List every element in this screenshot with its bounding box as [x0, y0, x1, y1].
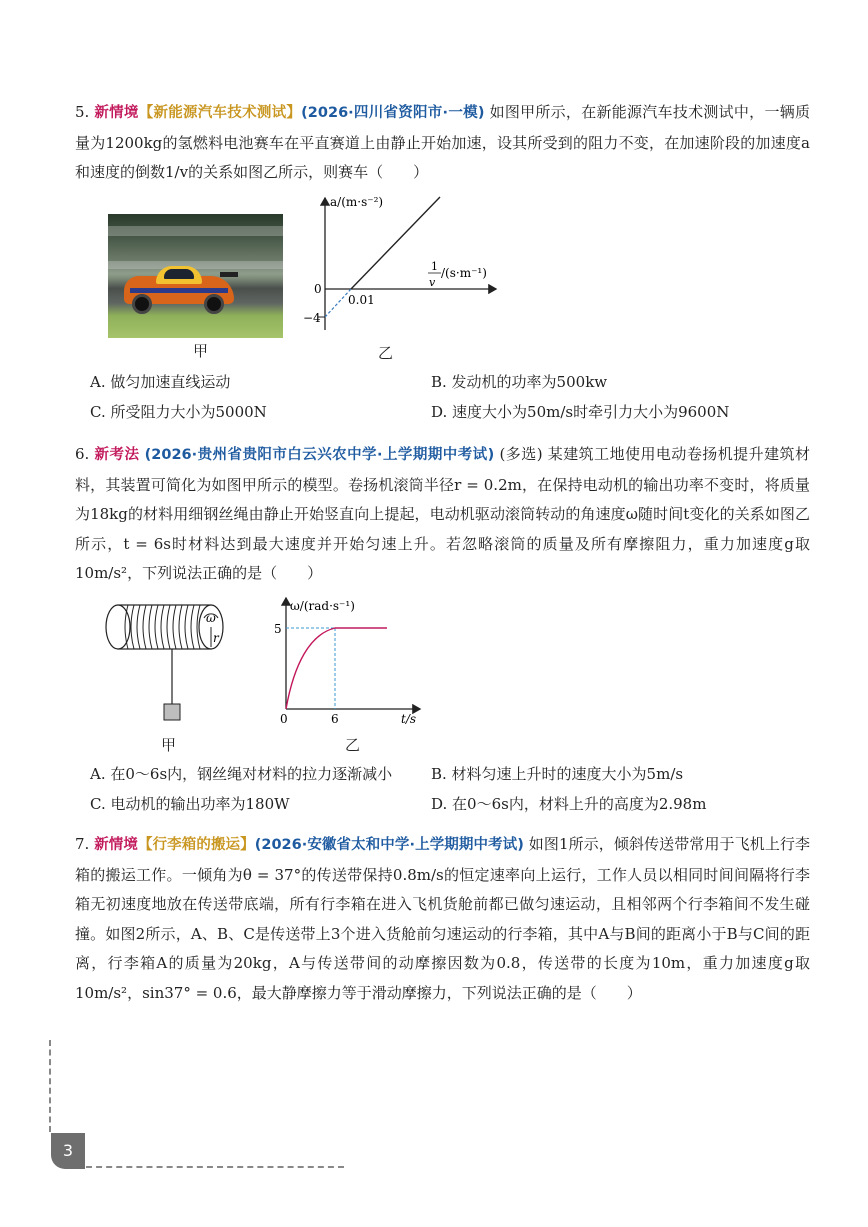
topic-tag: 【新能源汽车技术测试】	[138, 105, 302, 121]
source-tag: (2026·贵州省贵阳市白云兴农中学·上学期期中考试)	[144, 447, 495, 463]
question-7	[75, 830, 810, 1008]
radius-label: r	[213, 631, 219, 645]
figure-label-a: 甲	[193, 342, 209, 360]
y-axis-label: a/(m·s⁻²)	[330, 195, 384, 209]
race-car-photo	[108, 214, 283, 338]
page-number: 3	[51, 1133, 85, 1169]
x-axis-unit: /(s·m⁻¹)	[441, 266, 487, 280]
option-c[interactable]: C. 电动机的输出功率为180W	[90, 795, 290, 813]
question-number: 7.	[75, 835, 90, 853]
y-axis-label: ω/(rad·s⁻¹)	[290, 599, 355, 613]
topic-tag: 【行李箱的搬运】	[137, 837, 255, 853]
y-tick-label: 5	[274, 622, 282, 636]
option-a[interactable]: A. 在0～6s内，钢丝绳对材料的拉力逐渐减小	[90, 765, 393, 783]
margin-dashed-line	[49, 1040, 51, 1132]
x-tick-label: 6	[331, 712, 339, 726]
source-tag: (2026·四川省资阳市·一模)	[301, 105, 485, 121]
x-axis-label: t/s	[401, 712, 417, 726]
acceleration-graph	[300, 190, 500, 350]
figure-label-b: 乙	[378, 344, 394, 362]
winch-drum-diagram	[100, 600, 235, 725]
option-c[interactable]: C. 所受阻力大小为5000N	[90, 403, 267, 421]
question-stem: 如图1所示，倾斜传送带常用于飞机上行李箱的搬运工作。一倾角为θ = 37°的传送带保持0.8m/s的恒定速率向上运行，工作人员以相同时间间隔将行李箱无初速度地放在传送带底端，所有行李箱在进入飞机货舱前都已做匀速运动，且相邻两个行李箱间不发生碰撞。如图2所示，A、B、C是传送带上3个进入货舱前匀速运动的行李箱，其中A与B间的距离小于B与C间的距离，行李箱A的质量为20kg，A与传送带间的动摩擦因数为0.8，传送带的长度为10m，重力加速度g取10m/s²，sin37° = 0.6，最大静摩擦力等于滑动摩擦力，下列说法正确的是（ ）	[75, 835, 811, 1002]
x-axis-numerator: 1	[431, 260, 438, 273]
footer-dashed-line	[86, 1166, 344, 1168]
question-stem: 如图甲所示，在新能源汽车技术测试中，一辆质量为1200kg的氢燃料电池赛车在平直赛道上由静止开始加速，设其所受到的阻力不变，在加速阶段的加速度a和速度的倒数1/v的关系如图乙所示，则赛车（ ）	[75, 103, 810, 181]
question-6	[75, 440, 810, 589]
source-tag: (2026·安徽省太和中学·上学期期中考试)	[254, 837, 524, 853]
question-5	[75, 98, 810, 188]
origin-label: 0	[280, 712, 288, 726]
option-d[interactable]: D. 在0～6s内，材料上升的高度为2.98m	[431, 795, 707, 813]
option-b[interactable]: B. 发动机的功率为500kw	[431, 373, 608, 391]
new-context-tag: 新情境	[94, 837, 138, 853]
origin-label: 0	[314, 282, 322, 296]
option-a[interactable]: A. 做匀加速直线运动	[90, 373, 231, 391]
question-number: 5.	[75, 103, 90, 121]
figure-label-b: 乙	[345, 736, 361, 754]
figure-label-a: 甲	[161, 736, 177, 754]
angular-velocity-graph	[270, 592, 430, 727]
question-number: 6.	[75, 445, 90, 463]
x-tick-label: 0.01	[348, 293, 375, 307]
option-d[interactable]: D. 速度大小为50m/s时牵引力大小为9600N	[431, 403, 730, 421]
question-stem: (多选) 某建筑工地使用电动卷扬机提升建筑材料，其装置可简化为如图甲所示的模型。卷扬机滚筒半径r = 0.2m，在保持电动机的输出功率不变时，将质量为18kg的材料用细钢丝绳由静止开始竖直向上提起，电动机驱动滚筒转动的角速度ω随时间t变化的关系如图乙所示，t = 6s时材料达到最大速度并开始匀速上升。若忽略滚筒的质量及所有摩擦阻力，重力加速度g取10m/s²，下列说法正确的是（ ）	[75, 445, 810, 582]
x-axis-denominator: v	[429, 276, 436, 289]
y-tick-label: −4	[303, 311, 321, 325]
new-context-tag: 新情境	[94, 105, 139, 121]
option-b[interactable]: B. 材料匀速上升时的速度大小为5m/s	[431, 765, 684, 783]
new-method-tag: 新考法	[94, 447, 140, 463]
omega-label: ω	[206, 611, 216, 625]
